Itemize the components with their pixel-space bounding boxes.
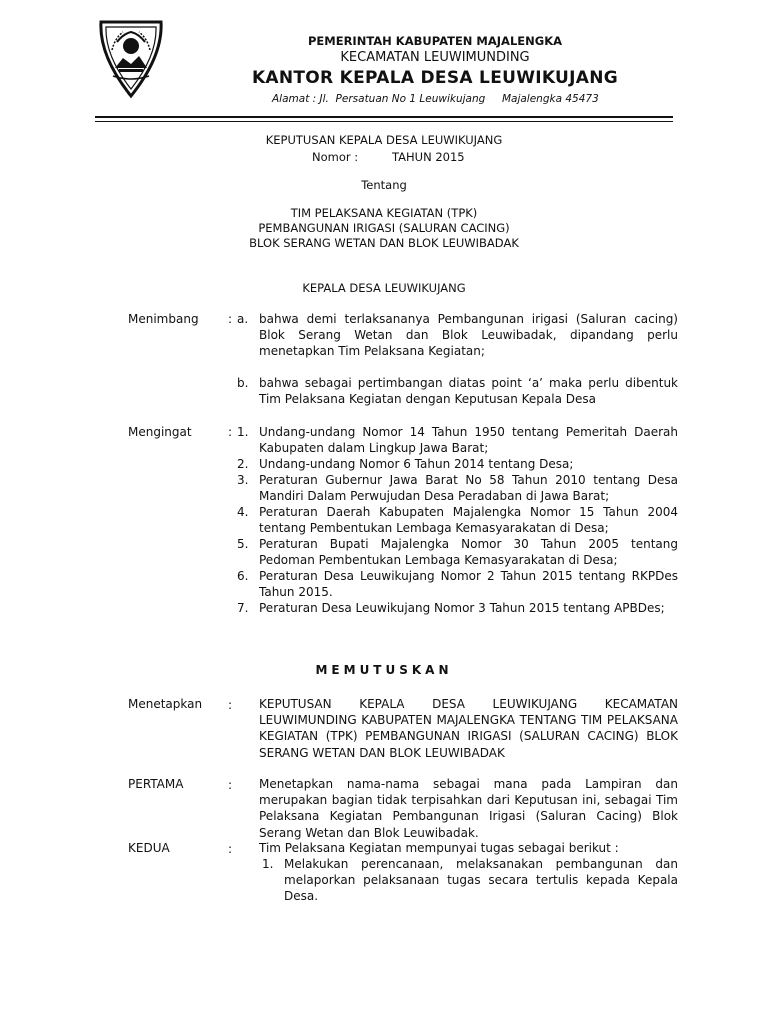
kedua-item-1-marker: 1.: [262, 857, 274, 871]
letterhead-address: Alamat : Jl. Persatuan No 1 Leuwikujang Majalengka 45473: [272, 93, 599, 105]
subject-line-3: BLOK SERANG WETAN DAN BLOK LEUWIBADAK: [249, 236, 519, 250]
mengingat-colon: :: [228, 425, 233, 439]
pertama-colon: :: [228, 778, 233, 792]
mengingat-item-7-text: Peraturan Desa Leuwikujang Nomor 3 Tahun 2015 tentang APBDes;: [259, 601, 665, 615]
mengingat-item-4-marker: 4.: [237, 505, 249, 519]
menetapkan-colon: :: [228, 698, 233, 712]
menimbang-label: Menimbang: [128, 312, 199, 326]
menimbang-a-marker: a.: [237, 312, 249, 326]
letterhead-office: KANTOR KEPALA DESA LEUWIKUJANG: [251, 68, 619, 88]
nomor-label: Nomor :: [312, 150, 359, 164]
subject-line-2: PEMBANGUNAN IRIGASI (SALURAN CACING): [258, 221, 510, 235]
kedua-colon: :: [228, 842, 233, 856]
mengingat-item-7-marker: 7.: [237, 601, 249, 615]
official-title: KEPALA DESA LEUWIKUJANG: [302, 281, 466, 295]
tentang-label: Tentang: [361, 178, 407, 192]
mengingat-item-4-text: Peraturan Daerah Kabupaten Majalengka Nomor 15 Tahun 2004 tentang Pembentukan Lembaga Kemasyarakatan di Desa;: [259, 505, 678, 536]
pertama-label: PERTAMA: [128, 777, 184, 791]
menetapkan-label: Menetapkan: [128, 697, 203, 711]
letterhead-rule-thick: [95, 116, 673, 118]
pertama-text: Menetapkan nama-nama sebagai mana pada Lampiran dan merupakan bagian tidak terpisahkan dari Keputusan ini, sebagai Tim Pelaksana Kegiatan Pembangunan Irigasi (Saluran Cacing) Blok Serang Wetan dan Blok Leuwibadak.: [259, 777, 678, 840]
menetapkan-text: KEPUTUSAN KEPALA DESA LEUWIKUJANG KECAMATAN LEUWIMUNDING KABUPATEN MAJALENGKA TENTANG TIM PELAKSANA KEGIATAN (TPK) PEMBANGUNAN IRIGASI (SALURAN CACING) BLOK SERANG WETAN DAN BLOK LEUWIBADAK: [259, 697, 678, 760]
letterhead-district: KECAMATAN LEUWIMUNDING: [340, 50, 530, 65]
mengingat-item-2-text: Undang-undang Nomor 6 Tahun 2014 tentang Desa;: [259, 457, 574, 471]
letterhead-government: PEMERINTAH KABUPATEN MAJALENGKA: [307, 34, 563, 48]
mengingat-item-6-marker: 6.: [237, 569, 249, 583]
mengingat-item-5-text: Peraturan Bupati Majalengka Nomor 30 Tahun 2005 tentang Pedoman Pembentukan Lembaga Kemasyarakatan di Desa;: [259, 537, 678, 568]
mengingat-item-1-text: Undang-undang Nomor 14 Tahun 1950 tentang Pemeritah Daerah Kabupaten dalam Lingkup Jawa Barat;: [259, 425, 678, 456]
subject-line-1: TIM PELAKSANA KEGIATAN (TPK): [290, 206, 478, 220]
decree-title: KEPUTUSAN KEPALA DESA LEUWIKUJANG: [265, 133, 503, 147]
menimbang-b-marker: b.: [237, 376, 249, 390]
mengingat-item-6-text: Peraturan Desa Leuwikujang Nomor 2 Tahun 2015 tentang RKPDes Tahun 2015.: [259, 569, 678, 600]
kedua-intro: Tim Pelaksana Kegiatan mempunyai tugas sebagai berikut :: [259, 841, 619, 855]
menimbang-b-text: bahwa sebagai pertimbangan diatas point ‘a’ maka perlu dibentuk Tim Pelaksana Kegiatan dengan Keputusan Kepala Desa: [259, 376, 678, 407]
mengingat-item-2-marker: 2.: [237, 457, 249, 471]
kedua-item-1-text: Melakukan perencanaan, melaksanakan pembangunan dan melaporkan pelaksanaan tugas secara tertulis kepada Kepala Desa.: [284, 857, 678, 904]
menimbang-colon: :: [228, 312, 233, 326]
mengingat-label: Mengingat: [128, 425, 192, 439]
mengingat-item-3-text: Peraturan Gubernur Jawa Barat No 58 Tahun 2010 tentang Desa Mandiri Dalam Perwujudan Desa Peradaban di Jawa Barat;: [259, 473, 678, 504]
nomor-value: TAHUN 2015: [392, 150, 465, 164]
majalengka-emblem-icon: [95, 16, 167, 100]
menimbang-a-text: bahwa demi terlaksananya Pembangunan irigasi (Saluran cacing) Blok Serang Wetan dan Blok Leuwibadak, dipandang perlu menetapkan Tim Pelaksana Kegiatan;: [259, 312, 678, 359]
kedua-label: KEDUA: [128, 841, 170, 855]
letterhead-rule-thin: [95, 121, 673, 122]
mengingat-item-1-marker: 1.: [237, 425, 249, 439]
mengingat-item-5-marker: 5.: [237, 537, 249, 551]
mengingat-item-3-marker: 3.: [237, 473, 249, 487]
memutuskan-heading: MEMUTUSKAN: [315, 663, 453, 677]
